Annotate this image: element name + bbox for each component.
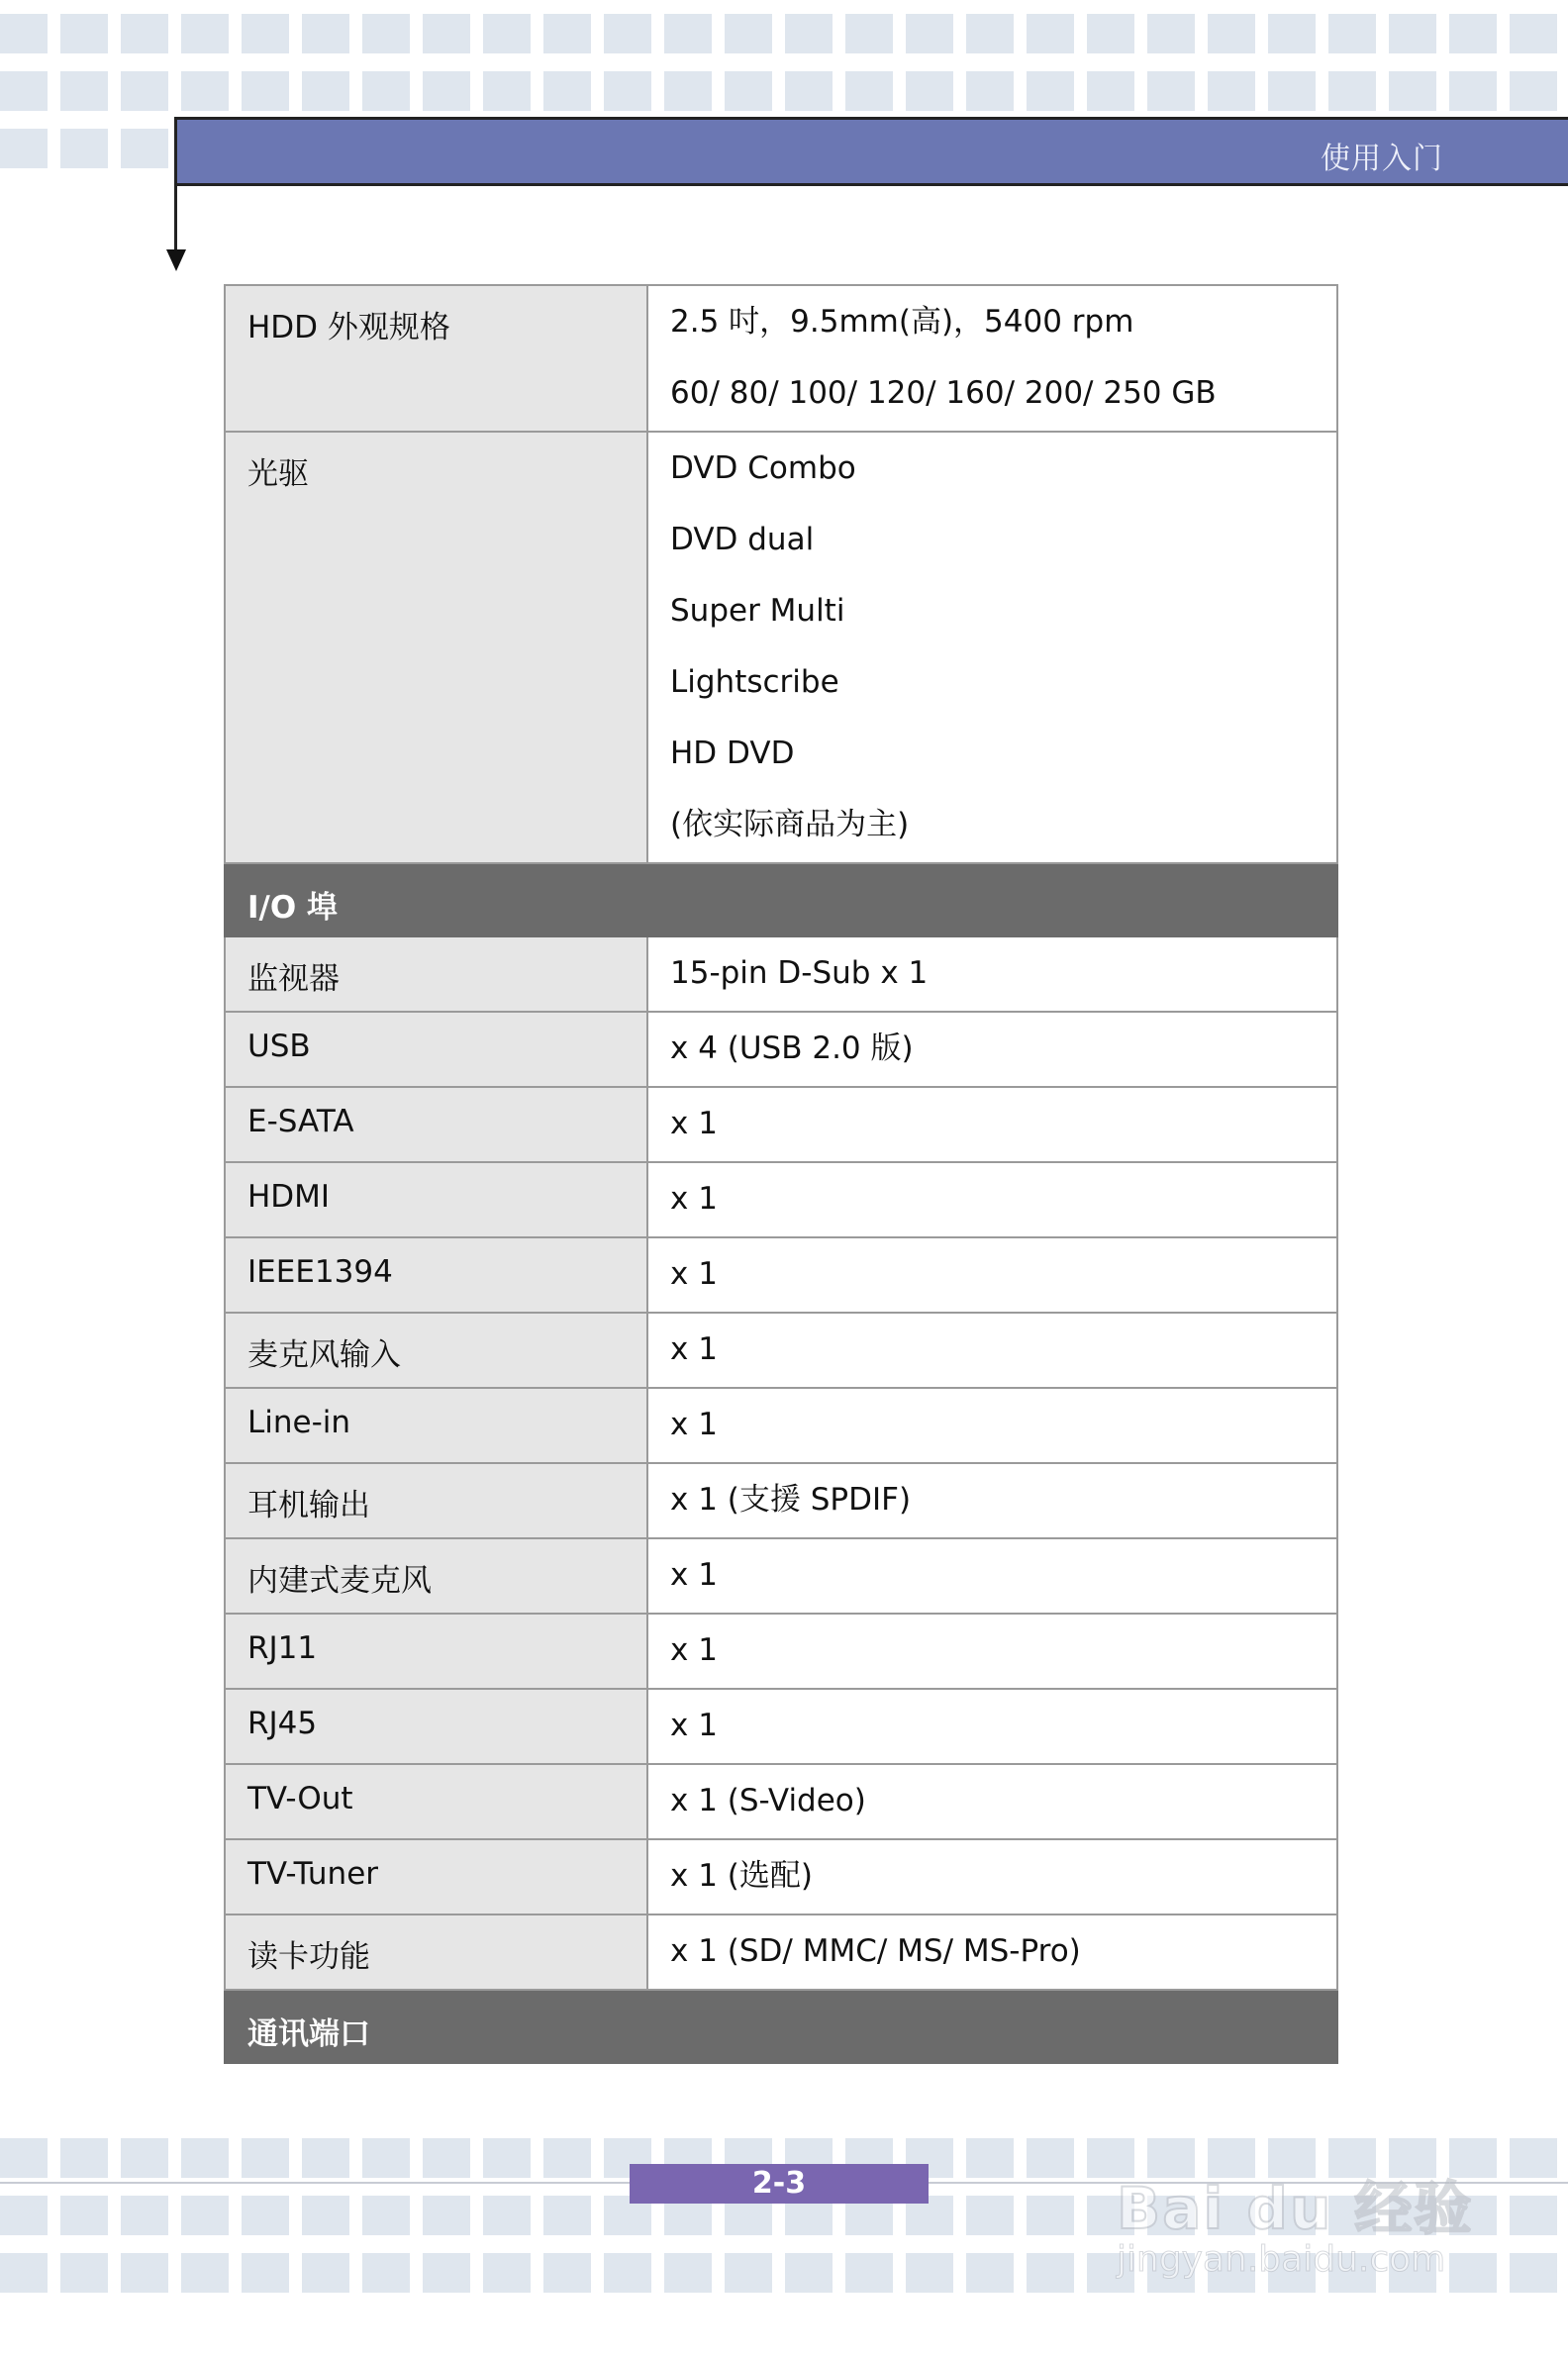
background-tile — [121, 2253, 168, 2293]
background-tile — [543, 14, 591, 53]
page-number-band — [630, 2164, 929, 2204]
spec-value-cell — [647, 1087, 1337, 1162]
spec-value-cell — [647, 1313, 1337, 1388]
background-tile — [60, 71, 108, 111]
background-tile — [1147, 14, 1195, 53]
spec-value-cell — [647, 1538, 1337, 1614]
spec-value: Lightscribe — [670, 664, 839, 700]
spec-value-cell — [647, 1689, 1337, 1764]
background-tile — [1510, 2196, 1557, 2235]
chapter-title: 使用入门 — [1321, 142, 1443, 176]
background-tile — [362, 14, 410, 53]
background-tile — [1449, 71, 1497, 111]
background-tile — [966, 2138, 1014, 2178]
spec-value: x 1 — [670, 1106, 718, 1141]
background-tile — [121, 129, 168, 168]
spec-value: x 1 — [670, 1181, 718, 1217]
background-tile — [181, 2253, 229, 2293]
spec-row — [225, 1689, 1337, 1764]
background-tile — [0, 129, 48, 168]
background-tile — [664, 2253, 712, 2293]
spec-value: x 1 — [670, 1407, 718, 1442]
spec-value: 60/ 80/ 100/ 120/ 160/ 200/ 250 GB — [670, 375, 1217, 411]
spec-value: HD DVD — [670, 736, 795, 771]
background-tile — [725, 71, 772, 111]
spec-row — [225, 285, 1337, 432]
spec-row — [225, 1012, 1337, 1087]
spec-value-cell — [647, 1839, 1337, 1914]
background-tile — [1510, 2138, 1557, 2178]
spec-value: x 1 — [670, 1632, 718, 1668]
background-tile — [302, 2138, 349, 2178]
spec-value: Super Multi — [670, 593, 845, 629]
background-tile — [362, 2138, 410, 2178]
background-tile — [664, 14, 712, 53]
background-tile — [543, 71, 591, 111]
spec-row — [225, 1313, 1337, 1388]
spec-value: 2.5 吋，9.5mm(高)，5400 rpm — [670, 304, 1134, 340]
chapter-header-band — [176, 117, 1568, 186]
background-tile — [362, 71, 410, 111]
background-tile — [966, 2253, 1014, 2293]
background-tile — [362, 2253, 410, 2293]
background-tile — [0, 2138, 48, 2178]
background-tile — [60, 2196, 108, 2235]
background-tile — [785, 71, 833, 111]
watermark-subtext: jingyan.baidu.com — [1117, 2239, 1446, 2280]
spec-value-cell — [647, 1764, 1337, 1839]
background-tile — [966, 2196, 1014, 2235]
background-tile — [483, 2196, 531, 2235]
spec-row — [225, 1538, 1337, 1614]
spec-row — [225, 1087, 1337, 1162]
spec-value-cell — [647, 285, 1337, 432]
background-tile — [0, 2196, 48, 2235]
spec-row — [225, 432, 1337, 863]
section-header-label: 通讯端口 — [225, 1990, 1337, 2063]
spec-value-cell — [647, 1012, 1337, 1087]
background-tile — [1087, 14, 1134, 53]
background-tile — [121, 2196, 168, 2235]
spec-value: DVD dual — [670, 522, 815, 557]
background-tile — [1208, 71, 1255, 111]
spec-value-cell — [647, 1614, 1337, 1689]
spec-label: TV-Out — [225, 1764, 647, 1839]
background-tile — [483, 2138, 531, 2178]
spec-row — [225, 1388, 1337, 1463]
background-tile — [1389, 71, 1436, 111]
background-tile — [1449, 14, 1497, 53]
background-tile — [60, 129, 108, 168]
background-tile — [121, 71, 168, 111]
background-tile — [423, 2196, 470, 2235]
spec-label: HDMI — [225, 1162, 647, 1237]
spec-label: E-SATA — [225, 1087, 647, 1162]
background-tile — [362, 2196, 410, 2235]
background-tile — [1268, 71, 1316, 111]
background-tile — [121, 2138, 168, 2178]
spec-label: USB — [225, 1012, 647, 1087]
background-tile — [543, 2253, 591, 2293]
spec-label: 读卡功能 — [225, 1914, 647, 1990]
spec-value-cell — [647, 1463, 1337, 1538]
background-tile — [242, 14, 289, 53]
background-tile — [423, 71, 470, 111]
background-tile — [302, 2253, 349, 2293]
section-header-row — [225, 1990, 1337, 2063]
background-tile — [845, 14, 893, 53]
background-tile — [1510, 2253, 1557, 2293]
spec-label: 麦克风输入 — [225, 1313, 647, 1388]
spec-value: x 1 (选配) — [670, 1858, 813, 1894]
background-tile — [1268, 14, 1316, 53]
background-tile — [181, 71, 229, 111]
background-tile — [1027, 2138, 1074, 2178]
spec-value: x 1 — [670, 1331, 718, 1367]
spec-label: Line-in — [225, 1388, 647, 1463]
spec-value: DVD Combo — [670, 450, 856, 486]
background-tile — [302, 14, 349, 53]
spec-value: x 1 — [670, 1256, 718, 1292]
background-tile — [966, 71, 1014, 111]
background-tile — [543, 2196, 591, 2235]
spec-label: RJ11 — [225, 1614, 647, 1689]
background-tile — [604, 2253, 651, 2293]
background-tile — [1027, 71, 1074, 111]
background-tile — [1510, 14, 1557, 53]
background-tile — [242, 2196, 289, 2235]
background-tile — [664, 71, 712, 111]
spec-value-cell — [647, 432, 1337, 863]
background-tile — [60, 2253, 108, 2293]
background-tile — [181, 14, 229, 53]
background-tile — [423, 14, 470, 53]
spec-value: x 1 — [670, 1708, 718, 1743]
background-tile — [1027, 14, 1074, 53]
spec-label: 内建式麦克风 — [225, 1538, 647, 1614]
background-tile — [0, 71, 48, 111]
background-tile — [845, 2253, 893, 2293]
background-tile — [1027, 2253, 1074, 2293]
background-tile — [242, 2253, 289, 2293]
background-tile — [1087, 71, 1134, 111]
background-tile — [785, 14, 833, 53]
background-tile — [845, 71, 893, 111]
down-arrow-icon — [166, 249, 186, 271]
spec-value: x 1 (支援 SPDIF) — [670, 1482, 912, 1518]
background-tile — [181, 2196, 229, 2235]
header-vertical-line — [174, 117, 177, 251]
background-tile — [543, 2138, 591, 2178]
spec-value: x 1 (S-Video) — [670, 1783, 866, 1818]
background-tile — [1328, 71, 1376, 111]
background-tile — [906, 14, 953, 53]
background-tile — [1328, 14, 1376, 53]
background-tile — [0, 14, 48, 53]
background-tile — [604, 71, 651, 111]
watermark-text: Bai du 经验 — [1117, 2175, 1474, 2242]
spec-label: 耳机输出 — [225, 1463, 647, 1538]
background-tile — [966, 14, 1014, 53]
spec-label: HDD 外观规格 — [225, 285, 647, 432]
baidu-watermark — [1109, 2128, 1485, 2307]
background-tile — [1147, 71, 1195, 111]
spec-value: (依实际商品为主) — [670, 807, 910, 842]
spec-value-cell — [647, 1162, 1337, 1237]
spec-row — [225, 1162, 1337, 1237]
spec-value-cell — [647, 1388, 1337, 1463]
background-tile — [60, 14, 108, 53]
background-tile — [423, 2253, 470, 2293]
spec-value: x 1 — [670, 1557, 718, 1593]
section-header-label: I/O 埠 — [225, 863, 1337, 936]
background-tile — [725, 2253, 772, 2293]
spec-label: 监视器 — [225, 936, 647, 1012]
spec-row — [225, 1839, 1337, 1914]
spec-value: 15-pin D-Sub x 1 — [670, 955, 929, 991]
spec-row — [225, 1614, 1337, 1689]
background-tile — [423, 2138, 470, 2178]
spec-value-cell — [647, 936, 1337, 1012]
background-tile — [483, 71, 531, 111]
background-tile — [302, 2196, 349, 2235]
spec-value: x 4 (USB 2.0 版) — [670, 1031, 914, 1066]
background-tile — [785, 2253, 833, 2293]
background-tile — [725, 14, 772, 53]
background-tile — [1510, 71, 1557, 111]
spec-label: IEEE1394 — [225, 1237, 647, 1313]
spec-table — [224, 284, 1338, 2064]
spec-row — [225, 1463, 1337, 1538]
background-tile — [242, 71, 289, 111]
section-header-row — [225, 863, 1337, 936]
background-tile — [1208, 14, 1255, 53]
background-tile — [181, 2138, 229, 2178]
background-tile — [0, 2253, 48, 2293]
page-number: 2-3 — [751, 2166, 807, 2201]
spec-row — [225, 1764, 1337, 1839]
background-tile — [906, 2253, 953, 2293]
background-tile — [483, 14, 531, 53]
spec-label: 光驱 — [225, 432, 647, 863]
spec-value-cell — [647, 1237, 1337, 1313]
spec-value-cell — [647, 1914, 1337, 1990]
background-tile — [60, 2138, 108, 2178]
background-tile — [242, 2138, 289, 2178]
background-tile — [1027, 2196, 1074, 2235]
spec-row — [225, 936, 1337, 1012]
background-tile — [604, 14, 651, 53]
background-tile — [483, 2253, 531, 2293]
background-tile — [1389, 14, 1436, 53]
spec-label: RJ45 — [225, 1689, 647, 1764]
spec-row — [225, 1237, 1337, 1313]
background-tile — [121, 14, 168, 53]
spec-label: TV-Tuner — [225, 1839, 647, 1914]
spec-row — [225, 1914, 1337, 1990]
background-tile — [302, 71, 349, 111]
spec-value: x 1 (SD/ MMC/ MS/ MS-Pro) — [670, 1933, 1081, 1969]
background-tile — [906, 71, 953, 111]
